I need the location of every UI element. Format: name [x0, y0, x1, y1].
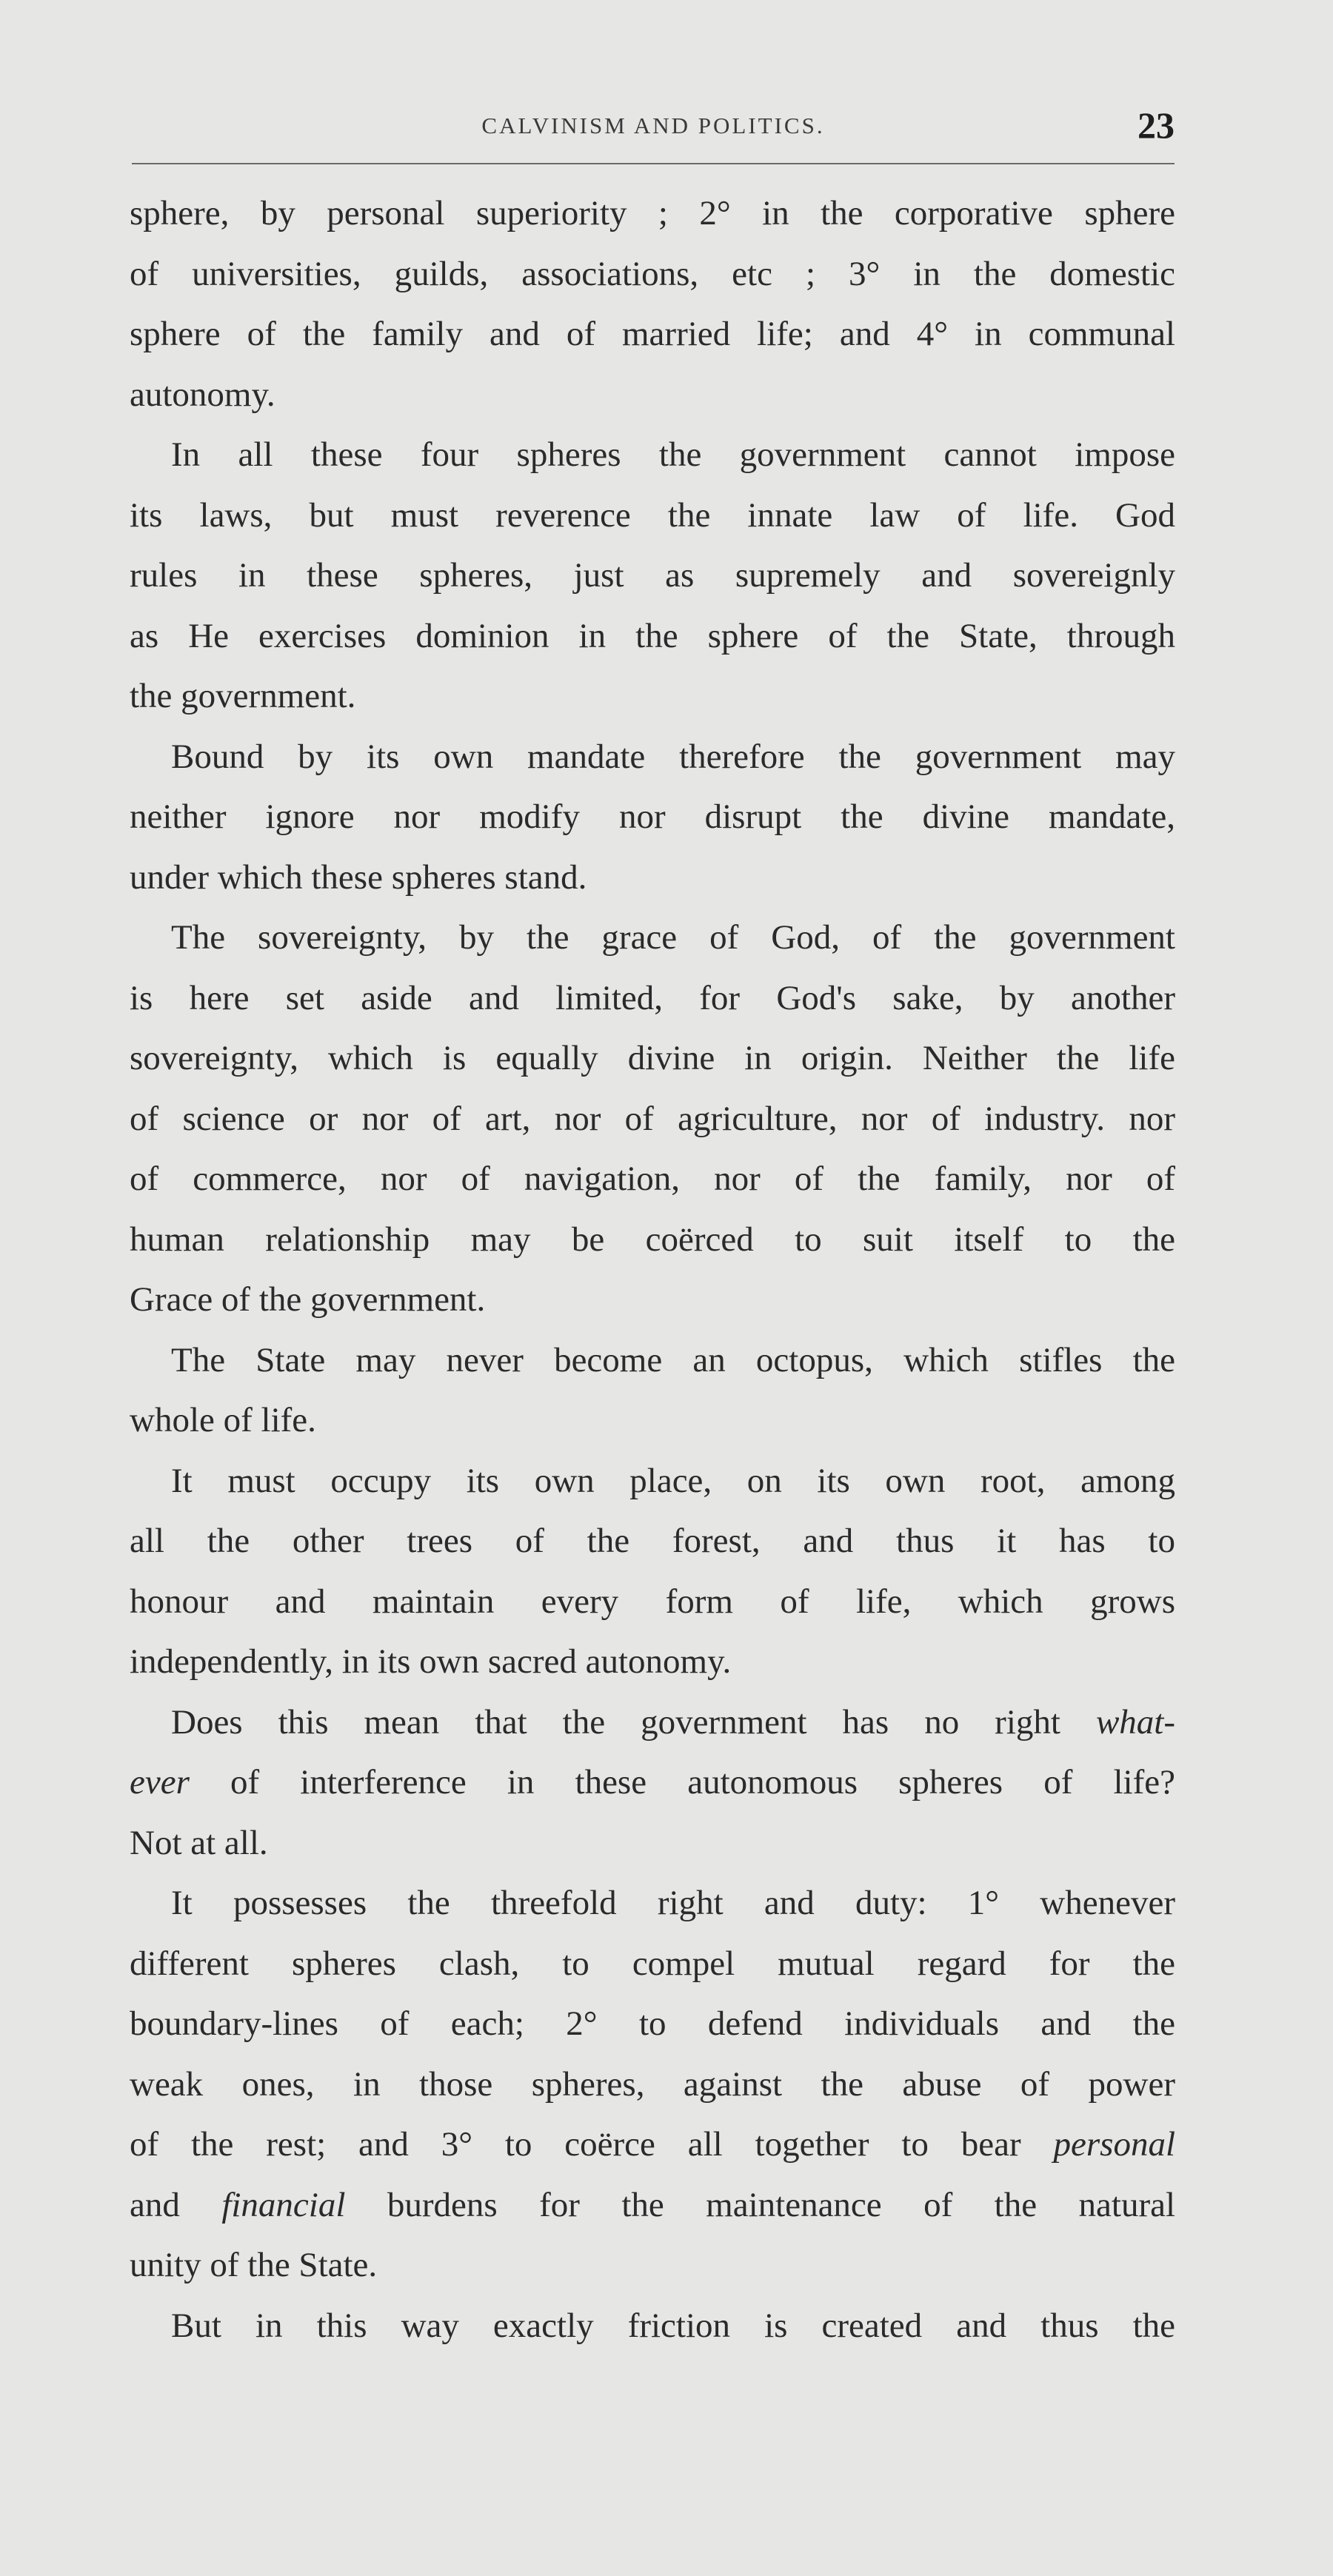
- text-line: [130, 2175, 1175, 2236]
- text-line: The sovereignty, by the grace of God, of the government: [171, 918, 1175, 957]
- text-line: In all these four spheres the government cannot impose: [171, 435, 1175, 474]
- text-line: It must occupy its own place, on its own root, among: [171, 1461, 1175, 1500]
- text-line: sphere, by personal superiority ; 2° in the corporative sphere: [130, 194, 1175, 232]
- text-line: human relationship may be coërced to suit itself to the: [130, 1220, 1175, 1259]
- line-text: Does this mean that the government has no right: [171, 1702, 1060, 1742]
- text-line: [130, 1693, 1175, 1753]
- text-line: rules in these spheres, just as supremely and sovereignly: [130, 556, 1175, 595]
- running-title: CALVINISM AND POLITICS.: [481, 113, 825, 138]
- text-line: [130, 2115, 1175, 2175]
- text-line: sphere of the family and of married life; and 4° in communal: [130, 315, 1175, 353]
- text-line: different spheres clash, to compel mutual regard for the: [130, 1944, 1175, 1983]
- text-line: Bound by its own mandate therefore the government may: [171, 737, 1175, 776]
- italic-word: personal: [1053, 2125, 1176, 2164]
- paragraph-3: [130, 727, 1175, 909]
- line-text: and: [130, 2185, 180, 2224]
- text-line: honour and maintain every form of life, which grows: [130, 1582, 1175, 1621]
- text-line: is here set aside and limited, for God's sake, by another: [130, 978, 1175, 1017]
- text-line: autonomy.: [130, 375, 275, 414]
- text-line: sovereignty, which is equally divine in origin. Neither the life: [130, 1039, 1175, 1077]
- italic-word: ever: [130, 1763, 190, 1801]
- text-line: Not at all.: [130, 1823, 268, 1862]
- italic-word: financial: [221, 2185, 346, 2224]
- line-text: of interference in these autonomous spheres of life?: [230, 1763, 1175, 1801]
- paragraph-5: [130, 1331, 1175, 1451]
- text-line: whole of life.: [130, 1401, 316, 1439]
- paragraph-9: [130, 2296, 1175, 2357]
- paragraph-4: [130, 908, 1175, 1331]
- text-line: unity of the State.: [130, 2246, 378, 2284]
- text-line: It possesses the threefold right and duty: 1° whenever: [171, 1884, 1175, 1922]
- text-line: [130, 1753, 1175, 1813]
- text-line: under which these spheres stand.: [130, 857, 587, 897]
- body-text: [130, 184, 1175, 2356]
- page-number: 23: [1137, 104, 1175, 146]
- paragraph-1: [130, 184, 1175, 425]
- line-text: of the rest; and 3° to coërce all together to bear: [130, 2125, 1021, 2164]
- text-line: independently, in its own sacred autonomy.: [130, 1642, 732, 1681]
- text-line: of science or nor of art, nor of agriculture, nor of industry. nor: [130, 1099, 1175, 1138]
- paragraph-8: [130, 1873, 1175, 2296]
- text-line: weak ones, in those spheres, against the abuse of power: [130, 2064, 1175, 2104]
- text-line: neither ignore nor modify nor disrupt the divine mandate,: [130, 797, 1175, 836]
- text-line: as He exercises dominion in the sphere of the State, through: [130, 616, 1175, 655]
- text-line: of universities, guilds, associations, etc ; 3° in the domestic: [130, 254, 1175, 293]
- text-line: of commerce, nor of navigation, nor of the family, nor of: [130, 1160, 1175, 1198]
- text-line: its laws, but must reverence the innate law of life. God: [130, 495, 1175, 535]
- line-text: burdens for the maintenance of the natural: [387, 2185, 1176, 2224]
- paragraph-7: [130, 1693, 1175, 1874]
- text-line: The State may never become an octopus, which stifles the: [171, 1340, 1175, 1379]
- text-line: Grace of the government.: [130, 1280, 486, 1319]
- paragraph-2: [130, 425, 1175, 727]
- text-line: boundary-lines of each; 2° to defend individuals and the: [130, 2004, 1175, 2043]
- text-line: But in this way exactly friction is created and thus the: [171, 2306, 1175, 2345]
- text-line: the government.: [130, 677, 356, 715]
- running-header: [132, 104, 1175, 164]
- text-line: all the other trees of the forest, and thus it has to: [130, 1522, 1175, 1560]
- italic-word: what-: [1095, 1702, 1175, 1742]
- paragraph-6: [130, 1451, 1175, 1693]
